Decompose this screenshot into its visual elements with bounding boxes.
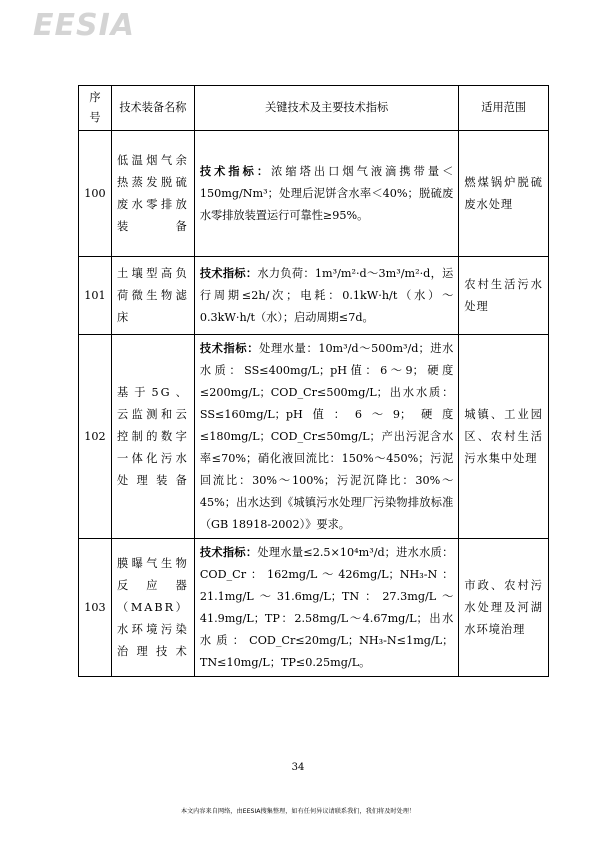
- row-name: 基于5G、云监测和云控制的数字一体化污水处理装备: [111, 335, 194, 539]
- row-scope: 燃煤锅炉脱硫废水处理: [459, 131, 549, 257]
- equipment-table: [78, 85, 549, 677]
- row-scope: 市政、农村污水处理及河湖水环境治理: [459, 539, 549, 677]
- table-row: [79, 539, 549, 677]
- row-tech: [194, 131, 459, 257]
- tech-label: 技术指标：: [199, 266, 258, 280]
- row-no: 102: [79, 335, 112, 539]
- footer-disclaimer: 本文内容来自网络，由EESIA搜集整理，如有任何异议请联系我们，我们将及时处理！: [180, 808, 416, 815]
- row-name: 低温烟气余热蒸发脱硫废水零排放装备: [111, 131, 194, 257]
- tech-label: 技术指标：: [199, 164, 272, 178]
- eesia-logo: EESIA: [33, 8, 135, 43]
- row-tech: [194, 335, 459, 539]
- table-header-row: [79, 86, 549, 131]
- tech-text: 处理水量≤2.5×10⁴m³/d；进水水质：COD_Cr：162mg/L～426mg/L；NH₃-N：21.1mg/L～31.6mg/L；TN：27.3mg/L～41.9mg/L；TP：2.58mg/L～4.67mg/L；出水水质：COD_Cr≤20mg/L；NH₃-N≤1mg/L；TN≤10mg/L；TP≤0.25mg/L。: [199, 546, 454, 669]
- row-no: 100: [79, 131, 112, 257]
- header-name: 技术装备名称: [111, 86, 194, 131]
- row-tech: [194, 257, 459, 335]
- tech-label: 技术指标：: [199, 341, 260, 355]
- row-tech: [194, 539, 459, 677]
- row-scope: 农村生活污水处理: [459, 257, 549, 335]
- table-row: [79, 257, 549, 335]
- table-row: [79, 335, 549, 539]
- row-scope: 城镇、工业园区、农村生活污水集中处理: [459, 335, 549, 539]
- header-no: 序号: [79, 86, 112, 131]
- page-number: 34: [291, 762, 305, 773]
- tech-text: 处理水量：10m³/d～500m³/d；进水水质：SS≤400mg/L；pH值：6～9；硬度≤200mg/L；COD_Cr≤500mg/L；出水水质：SS≤160mg/L；pH值：6～9；硬度≤180mg/L；COD_Cr≤50mg/L；产出污泥含水率≤70%；硝化液回流比：150%～450%；污泥回流比：30%～100%；污泥沉降比：30%～45%；出水达到《城镇污水处理厂污染物排放标准（GB 18918-2002）》要求。: [199, 342, 454, 531]
- row-no: 101: [79, 257, 112, 335]
- tech-text: 浓缩塔出口烟气液滴携带量＜150mg/Nm³；处理后泥饼含水率＜40%；脱硫废水零排放装置运行可靠性≥95%。: [199, 165, 454, 222]
- row-no: 103: [79, 539, 112, 677]
- table-row: [79, 131, 549, 257]
- header-tech: 关键技术及主要技术指标: [194, 86, 459, 131]
- tech-text: 水力负荷：1m³/m²·d～3m³/m²·d，运行周期≤2h/次；电耗：0.1kW·h/t（水）～0.3kW·h/t（水）；启动周期≤7d。: [199, 267, 454, 324]
- row-name: 土壤型高负荷微生物滤床: [111, 257, 194, 335]
- header-scope: 适用范围: [459, 86, 549, 131]
- tech-label: 技术指标：: [199, 545, 258, 559]
- row-name: 膜曝气生物反应器（MABR）水环境污染治理技术: [111, 539, 194, 677]
